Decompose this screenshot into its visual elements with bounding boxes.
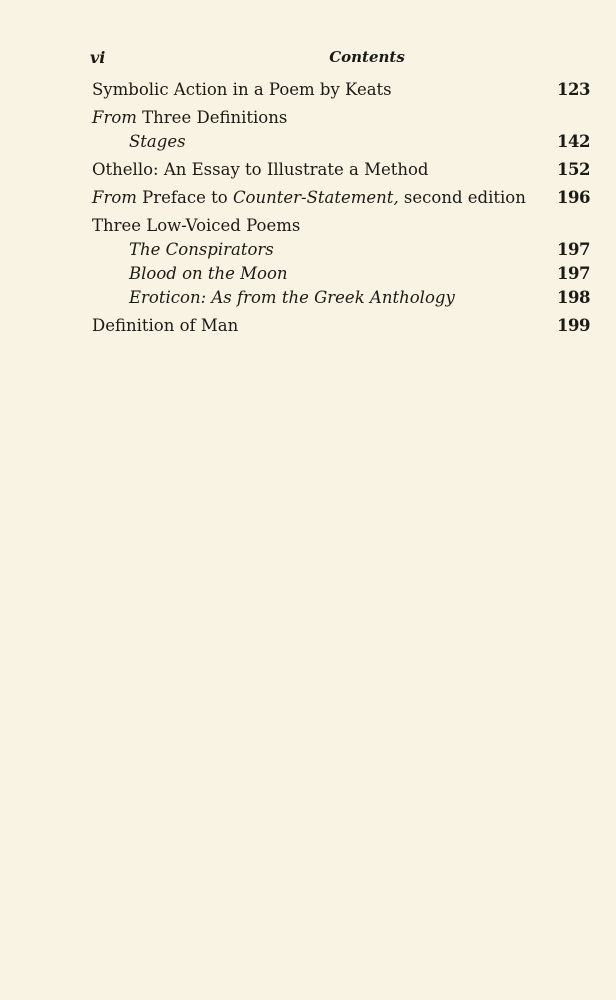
- subentry-title: The Conspirators: [129, 240, 274, 259]
- toc-entry: [92, 78, 590, 102]
- page-header: [92, 48, 590, 70]
- entry-page: 142: [557, 132, 590, 151]
- page-folio: vi: [90, 48, 106, 67]
- entry-title: Symbolic Action in a Poem by Keats: [92, 80, 392, 99]
- contents-page: [92, 48, 590, 338]
- subentry-title: Stages: [129, 132, 186, 151]
- toc-subentry: [92, 130, 590, 154]
- entry-page: 197: [557, 264, 590, 283]
- entry-title: [92, 106, 287, 130]
- entry-title: Definition of Man: [92, 316, 239, 335]
- toc-entry: [92, 158, 590, 182]
- entry-title: Three Low-Voiced Poems: [92, 216, 301, 235]
- toc-subentry: [92, 286, 590, 310]
- entry-prefix: From: [92, 188, 137, 207]
- entry-page: 123: [557, 80, 590, 99]
- toc-subentry: [92, 262, 590, 286]
- table-of-contents: [92, 78, 590, 338]
- subentry-title: Eroticon: As from the Greek Anthology: [129, 288, 455, 307]
- entry-page: 197: [557, 240, 590, 259]
- entry-title-text: Preface to: [136, 188, 233, 207]
- entry-title-text: Three Definitions: [136, 108, 288, 127]
- entry-page: 196: [557, 188, 590, 207]
- toc-entry: [92, 214, 590, 238]
- toc-subentry: [92, 238, 590, 262]
- running-head: Contents: [329, 48, 405, 66]
- entry-title: [92, 186, 526, 210]
- entry-title: Othello: An Essay to Illustrate a Method: [92, 160, 429, 179]
- entry-prefix: From: [92, 108, 137, 127]
- toc-entry: [92, 106, 590, 130]
- entry-page: 152: [557, 160, 590, 179]
- entry-suffix: second edition: [398, 188, 526, 207]
- subentry-title: Blood on the Moon: [129, 264, 288, 283]
- toc-entry: [92, 314, 590, 338]
- entry-title-italic: Counter-Statement,: [232, 188, 399, 207]
- toc-entry: [92, 186, 590, 210]
- entry-page: 199: [557, 316, 590, 335]
- entry-page: 198: [557, 288, 590, 307]
